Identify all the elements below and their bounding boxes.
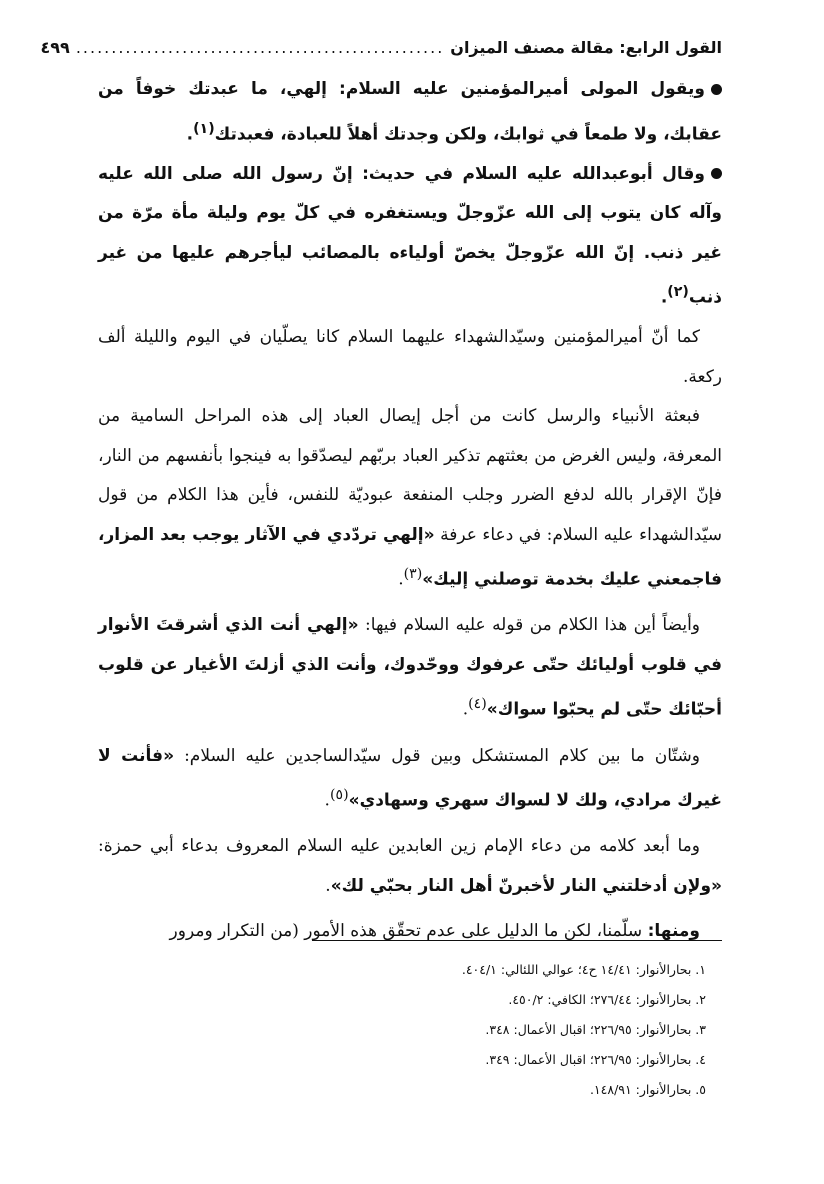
- paragraph-3: [98, 318, 722, 397]
- paragraph-text: وما أبعد كلامه من دعاء الإمام زين العابدين عليه السلام المعروف بدعاء أبي حمزة:: [98, 836, 700, 857]
- page-number: ٤٩٩: [40, 37, 70, 57]
- running-header: [40, 30, 722, 64]
- footnote-1: ١. بحارالأنوار: ١٤/٤١ ح٤؛ عوالي اللئالي: ٤٠٤/١.: [461, 962, 706, 977]
- lead-word: ومنها:: [647, 921, 700, 942]
- quotation: «إلهي تردّدي في الآثار يوجب بعد المزار، فاجمعني عليك بخدمة توصلني إليك»: [98, 524, 722, 590]
- paragraph-text: وأيضاً أين هذا الكلام من قوله عليه السلام فيها:: [365, 615, 700, 636]
- paragraph-text: سلّمنا، لكن ما الدليل على عدم تحقّق هذه الأمور (من التكرار ومرور: [169, 921, 643, 942]
- footnote-ref: (٥): [329, 787, 349, 804]
- paragraph-6: وشتّان ما بين كلام المستشكل وبين قول سيّدالساجدين عليه السلام: «فأنت لا غيرك مرادي، ولك لا لسواك سهري وسهادي»$^{(٥)}$.: [98, 745, 722, 811]
- main-text: [98, 70, 722, 952]
- paragraph-text: كما أنّ أميرالمؤمنين وسيّدالشهداء عليهما السلام كانا يصلّيان في اليوم والليلة ألف ركعة.: [98, 327, 722, 387]
- footnote-ref: (٣): [403, 566, 423, 583]
- paragraph-8: [98, 912, 722, 952]
- footnote-4: ٤. بحارالأنوار: ٢٢٦/٩٥؛ اقبال الأعمال: ٣٤٩.: [485, 1052, 706, 1067]
- paragraph-text: فبعثة الأنبياء والرسل كانت من أجل إيصال العباد إلى هذه المراحل السامية من المعرفة، وليس الغرض من بعثتهم تذكير العباد بربّهم ليصدّقوا به فينجوا بأنفسهم من النار، فإنّ الإقرار بالله لدفع الضرر وجلب المنفعة عبوديّة للنفس، فأين هذا الكلام من قول سيّدالشهداء عليه السلام: في دعاء عرفة: [98, 406, 722, 545]
- footnote-divider: [312, 940, 722, 941]
- header-leader-dots: ....................................................: [75, 37, 445, 57]
- footnote-3: ٣. بحارالأنوار: ٢٢٦/٩٥؛ اقبال الأعمال: ٣٤٨.: [485, 1022, 706, 1037]
- bullet-icon: [711, 84, 722, 95]
- paragraph-7: وما أبعد كلامه من دعاء الإمام زين العابدين عليه السلام المعروف بدعاء أبي حمزة: «ولإن أدخلتني النار لأخبرنّ أهل النار بحبّي لك».: [98, 836, 722, 896]
- footnotes: [98, 955, 720, 1105]
- paragraph-5: وأيضاً أين هذا الكلام من قوله عليه السلام فيها: «إلهي أنت الذي أشرقتَ الأنوار في قلوب أوليائك حتّى عرفوك ووحّدوك، وأنت الذي أزلتَ الأغيار عن قلوب أحبّائك حتّى لم يحبّوا سواك»$^{(٤)}$.: [98, 615, 722, 721]
- header-title: القول الرابع: مقالة مصنف الميزان: [450, 37, 722, 57]
- footnote-5: ٥. بحارالأنوار: ١٤٨/٩١.: [589, 1082, 706, 1097]
- paragraph-text: وشتّان ما بين كلام المستشكل وبين قول سيّدالساجدين عليه السلام:: [184, 745, 701, 766]
- footnote-ref: (١): [193, 120, 215, 137]
- quotation: «فأنت لا غيرك مرادي، ولك لا لسواك سهري وسهادي»: [98, 745, 722, 811]
- quotation: «إلهي أنت الذي أشرقتَ الأنوار في قلوب أوليائك حتّى عرفوك ووحّدوك، وأنت الذي أزلتَ الأغيار عن قلوب أحبّائك حتّى لم يحبّوا سواك»: [98, 615, 722, 721]
- footnote-ref: (٢): [667, 284, 689, 301]
- bullet-icon: [711, 168, 722, 179]
- paragraph-2: وقال أبوعبدالله عليه السلام في حديث: إنّ رسول الله صلى الله عليه وآله كان يتوب إلى الله عزّوجلّ ويستغفره في كلّ يوم وليلة مأة مرّة من غير ذنب. إنّ الله عزّوجلّ يخصّ أولياءه بالمصائب ليأجرهم عليها من غير ذنب$^{(٢)}$.: [98, 163, 722, 308]
- footnote-ref: (٤): [468, 696, 487, 713]
- paragraph-text: ويقول المولى أميرالمؤمنين عليه السلام: إلهي، ما عبدتك خوفاً من عقابك، ولا طمعاً في ثوابك، ولكن وجدتك أهلاً للعبادة، فعبدتك: [98, 79, 722, 145]
- quotation: «ولإن أدخلتني النار لأخبرنّ أهل النار بحبّي لك»: [330, 875, 722, 896]
- paragraph-text: وقال أبوعبدالله عليه السلام في حديث: إنّ رسول الله صلى الله عليه وآله كان يتوب إلى الله عزّوجلّ ويستغفره في كلّ يوم وليلة مأة مرّة من غير ذنب. إنّ الله عزّوجلّ يخصّ أولياءه بالمصائب ليأجرهم عليها من غير ذنب: [98, 163, 722, 308]
- paragraph-1: ويقول المولى أميرالمؤمنين عليه السلام: إلهي، ما عبدتك خوفاً من عقابك، ولا طمعاً في ثوابك، ولكن وجدتك أهلاً للعبادة، فعبدتك$^{(١)}$.: [98, 79, 722, 145]
- paragraph-4: فبعثة الأنبياء والرسل كانت من أجل إيصال العباد إلى هذه المراحل السامية من المعرفة، وليس الغرض من بعثتهم تذكير العباد بربّهم ليصدّقوا به فينجوا بأنفسهم من النار، فإنّ الإقرار بالله لدفع الضرر وجلب المنفعة عبوديّة للنفس، فأين هذا الكلام من قول سيّدالشهداء عليه السلام: في دعاء عرفة «إلهي تردّدي في الآثار يوجب بعد المزار، فاجمعني عليك بخدمة توصلني إليك»$^{(٣)}$.: [98, 406, 722, 590]
- footnote-2: ٢. بحارالأنوار: ٢٧٦/٤٤؛ الكافي: ٤٥٠/٢.: [508, 992, 706, 1007]
